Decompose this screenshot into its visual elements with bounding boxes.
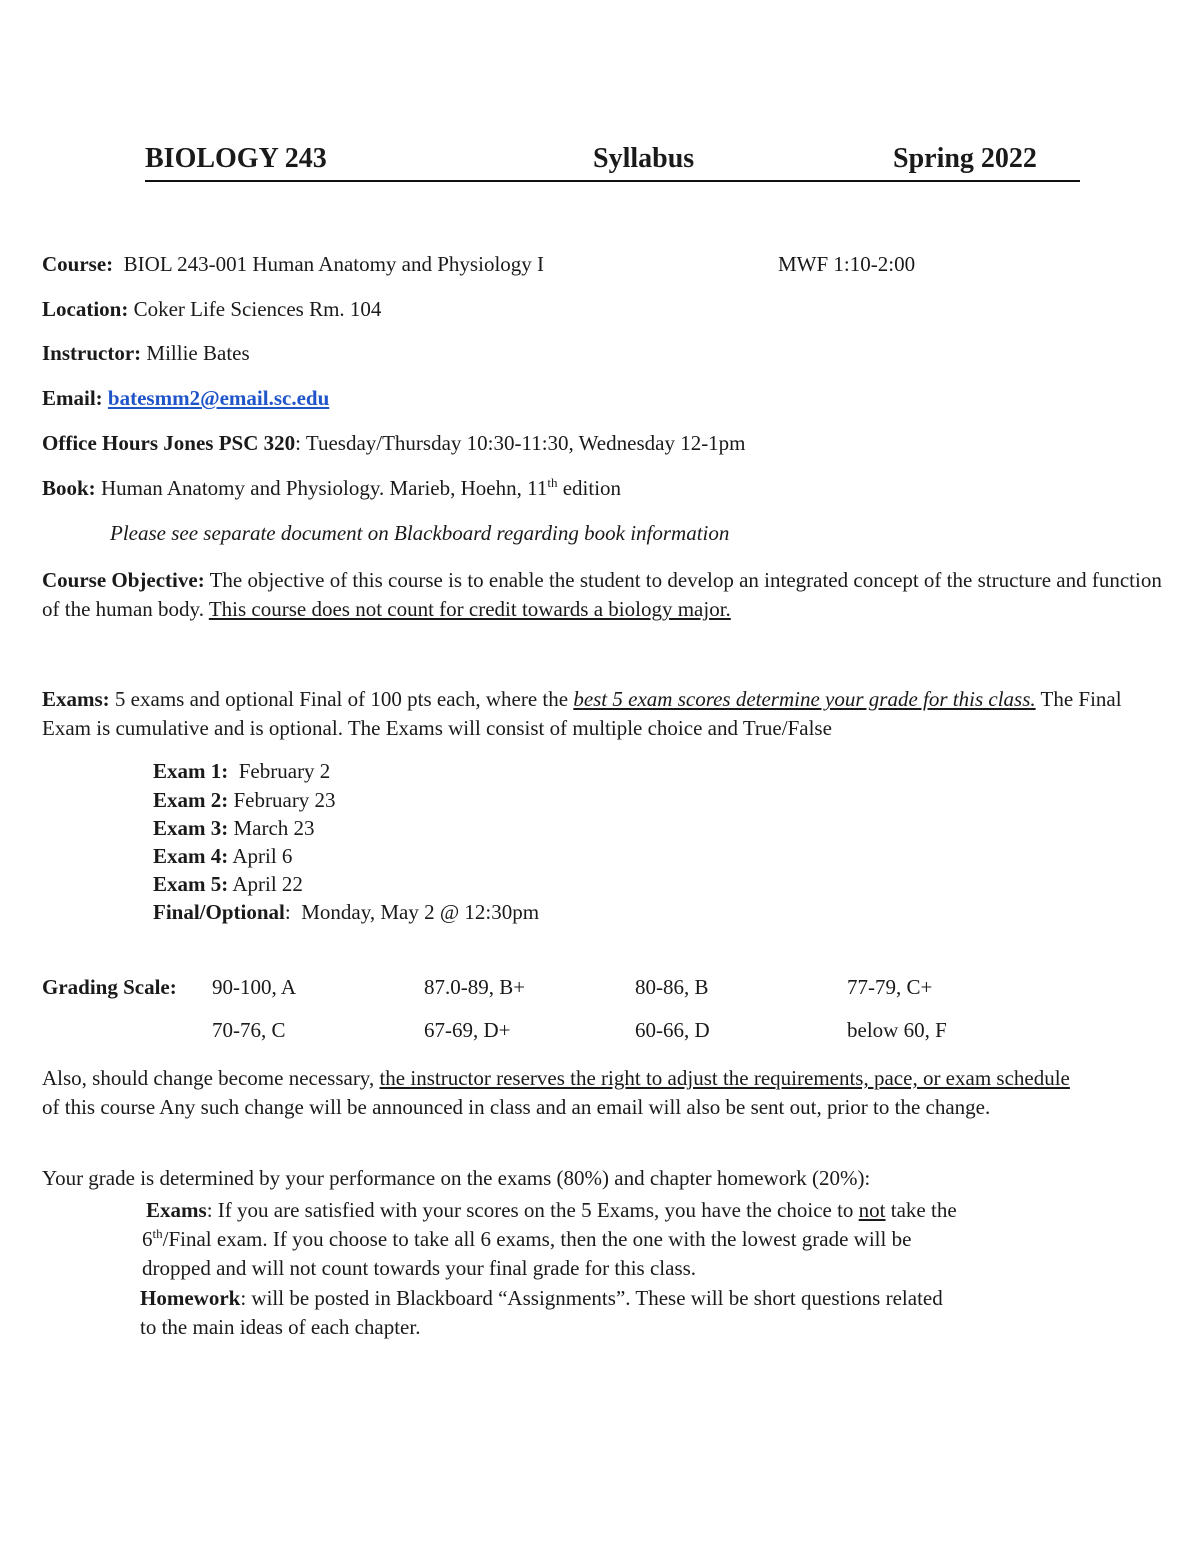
exam-label: Exam 1: <box>153 759 229 783</box>
exams-policy-text-end: take the <box>885 1198 957 1222</box>
title-row <box>145 140 1080 182</box>
office-hours-line <box>42 431 746 456</box>
email-link[interactable]: batesmm2@email.sc.edu <box>107 386 330 410</box>
exams-policy-line-1 <box>146 1198 957 1223</box>
exams-text-1: 5 exams and optional Final of 100 pts each, where the <box>109 687 574 711</box>
grade-cell: 80-86, B <box>635 975 709 999</box>
grade-cell: 70-76, C <box>212 1018 286 1042</box>
homework-policy-text: : will be posted in Blackboard “Assignments”. These will be short questions related <box>240 1286 943 1310</box>
exams-paragraph <box>42 685 1122 743</box>
book-label: Book: <box>42 476 96 500</box>
course-label: Course: <box>42 252 114 276</box>
grade-cell: 67-69, D+ <box>424 1018 511 1042</box>
document-type: Syllabus <box>593 143 695 174</box>
grade-cell: 60-66, D <box>635 1018 710 1042</box>
book-line <box>42 476 621 501</box>
location-label: Location: <box>42 297 129 321</box>
instructor-label: Instructor: <box>42 341 142 365</box>
change-notice-text-2: of this course Any such change will be announced in class and an email will also be sent out, prior to the change. <box>42 1095 991 1119</box>
book-value: Human Anatomy and Physiology. Marieb, Hoehn, 11 <box>100 476 548 500</box>
course-value: BIOL 243-001 Human Anatomy and Physiology I <box>123 252 545 276</box>
exam-label: Exam 3: <box>153 816 229 840</box>
grading-label: Grading Scale: <box>42 975 177 999</box>
exam-row <box>153 816 315 841</box>
change-notice-text-1: Also, should change become necessary, <box>42 1066 380 1090</box>
exams-label: Exams: <box>42 687 110 711</box>
location-line <box>42 297 381 322</box>
exam-date: February 23 <box>228 788 336 812</box>
exam-row <box>153 872 303 897</box>
email-line <box>42 386 329 411</box>
exam-date: March 23 <box>228 816 315 840</box>
semester: Spring 2022 <box>893 143 1037 174</box>
homework-policy-label: Homework <box>140 1286 241 1310</box>
exams-policy-text: : If you are satisfied with your scores on the 5 Exams, you have the choice to <box>206 1198 859 1222</box>
email-label: Email: <box>42 386 103 410</box>
objective-label: Course Objective: <box>42 568 205 592</box>
course-line <box>42 252 544 277</box>
grade-cell: 87.0-89, B+ <box>424 975 526 999</box>
exam-label: Exam 5: <box>153 872 229 896</box>
exam-label: Final/Optional <box>153 900 285 924</box>
exam-row <box>153 788 336 813</box>
course-time: MWF 1:10-2:00 <box>778 252 916 276</box>
change-notice <box>42 1064 1082 1122</box>
exams-policy-line-2 <box>142 1227 911 1252</box>
grade-cell: 90-100, A <box>212 975 296 999</box>
grade-cell: below 60, F <box>847 1018 947 1042</box>
office-hours-label: Office Hours Jones PSC 320 <box>42 431 296 455</box>
grade-cell: 77-79, C+ <box>847 975 933 999</box>
exams-policy-not: not <box>858 1198 886 1222</box>
exams-text-2: The Final Exam is cumulative and is optional. The Exams will consist of multiple choice and True/False <box>42 687 1122 740</box>
office-hours-value: : Tuesday/Thursday 10:30-11:30, Wednesday 12-1pm <box>295 431 746 455</box>
instructor-line <box>42 341 250 366</box>
book-edition-suffix: edition <box>557 476 622 500</box>
exams-policy-sup: th <box>152 1226 163 1241</box>
objective-note: This course does not count for credit towards a biology major. <box>208 597 731 621</box>
homework-policy-line-2: to the main ideas of each chapter. <box>140 1315 421 1339</box>
exam-date: : Monday, May 2 @ 12:30pm <box>284 900 540 924</box>
book-edition-sup: th <box>547 475 558 490</box>
exams-emphasis: best 5 exam scores determine your grade for this class. <box>573 687 1036 711</box>
location-value: Coker Life Sciences Rm. 104 <box>133 297 382 321</box>
objective-text: The objective of this course is to enable the student to develop an integrated concept of the structure and function of the human body. <box>42 568 1162 621</box>
exam-date: February 2 <box>228 759 331 783</box>
book-note: Please see separate document on Blackboard regarding book information <box>110 521 730 545</box>
exams-policy-label: Exams <box>146 1198 207 1222</box>
course-objective <box>42 566 1162 624</box>
exam-row <box>153 900 539 925</box>
exam-date: April 22 <box>228 872 303 896</box>
exams-policy-line-3: dropped and will not count towards your final grade for this class. <box>142 1256 697 1280</box>
change-notice-underlined: the instructor reserves the right to adjust the requirements, pace, or exam schedule <box>379 1066 1070 1090</box>
exams-policy-text-2: /Final exam. If you choose to take all 6 exams, then the one with the lowest grade will be <box>162 1227 912 1251</box>
exam-label: Exam 2: <box>153 788 229 812</box>
exam-row <box>153 759 330 784</box>
exam-date: April 6 <box>228 844 293 868</box>
instructor-value: Millie Bates <box>146 341 250 365</box>
homework-policy-line-1 <box>140 1286 943 1311</box>
course-title: BIOLOGY 243 <box>145 143 327 174</box>
exam-row <box>153 844 292 869</box>
exam-label: Exam 4: <box>153 844 229 868</box>
grade-breakdown-intro: Your grade is determined by your performance on the exams (80%) and chapter homework (20%): <box>42 1166 871 1190</box>
exams-policy-number: 6 <box>142 1227 153 1251</box>
